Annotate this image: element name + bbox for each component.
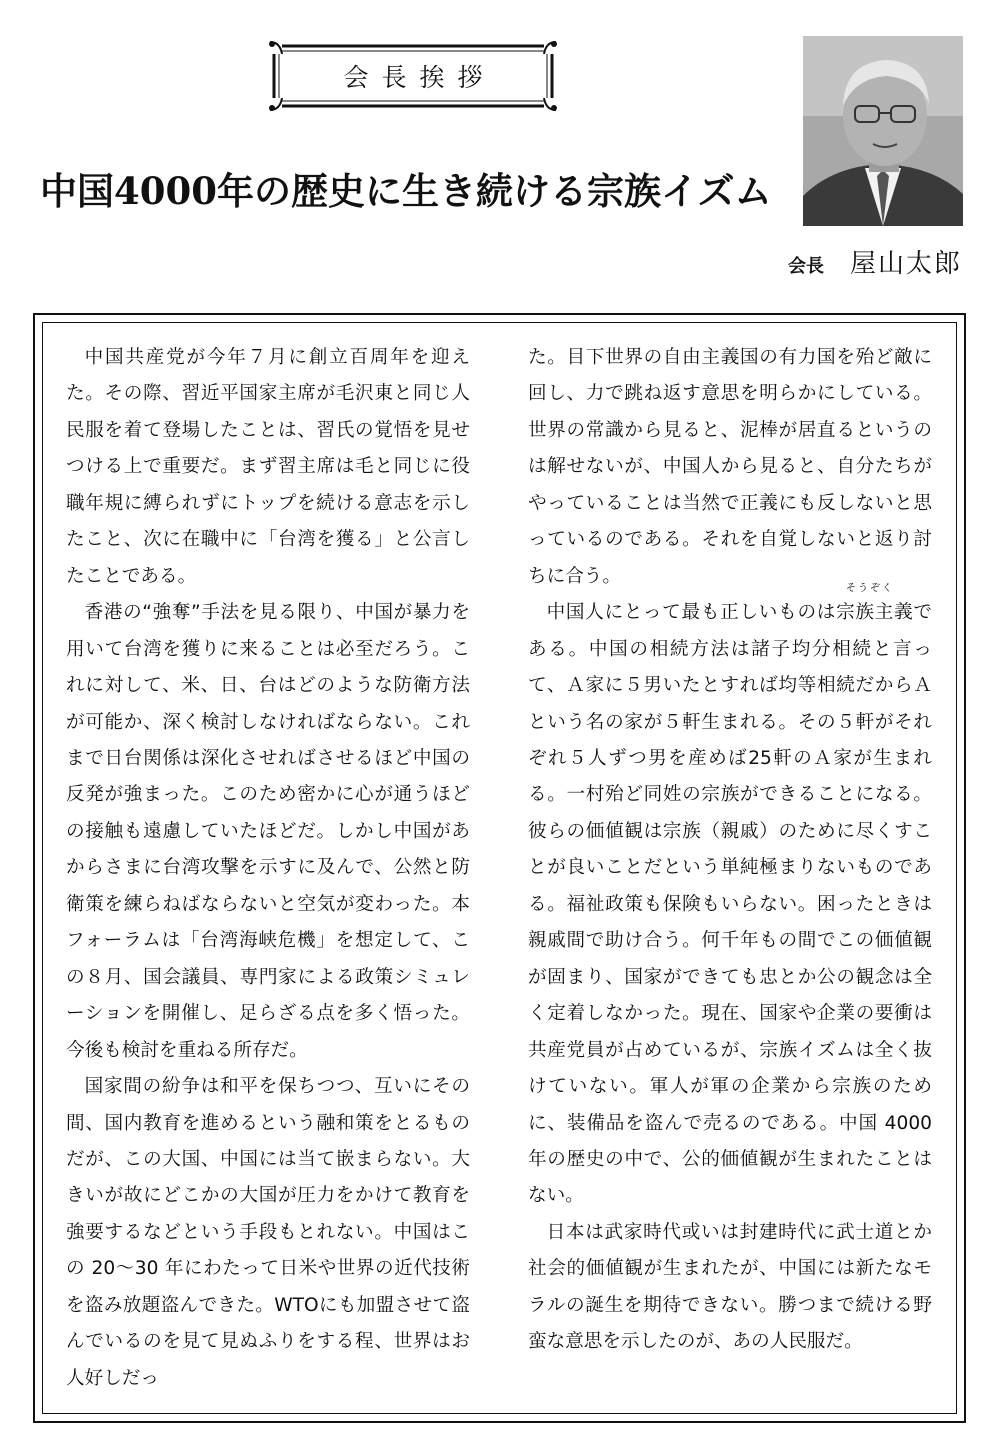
author-role: 会長 bbox=[787, 256, 824, 277]
ruby-annotation: そうぞく bbox=[846, 583, 894, 594]
paragraph: 香港の“強奪”手法を見る限り、中国が暴力を用いて台湾を獲りに来ることは必至だろう。これに対して、米、日、台はどのような防衛方法が可能か、深く検討しなければならない。これまで日台関係は深化させればさせるほど中国の反発が強まった。このため密かに心が通うほどの接触も遠慮していたほどだ。しかし中国があからさまに台湾攻撃を示すに及んで、公然と防衛策を練らねばならないと空気が変わった。本フォーラムは「台湾海峡危機」を想定して、この８月、国会議員、専門家による政策シミュレーションを開催し、足らざる点を多く悟った。今後も検討を重ねる所存だ。 bbox=[66, 602, 470, 1061]
article-column-right bbox=[528, 340, 932, 1361]
paragraph: 日本は武家時代或いは封建時代に武士道とか社会的価値観が生まれたが、中国には新たなモラルの誕生を期待できない。勝つまで続ける野蛮な意思を示したのが、あの人民服だ。 bbox=[528, 1221, 932, 1353]
paragraph: 中国共産党が今年７月に創立百周年を迎えた。その際、習近平国家主席が毛沢東と同じ人民服を着て登場したことは、習氏の覚悟を見せつける上で重要だ。まず習主席は毛と同じに役職年規に縛られずにトップを続ける意志を示したこと、次に在職中に「台湾を獲る」と公言したことである。 bbox=[66, 347, 470, 587]
paragraph: た。目下世界の自由主義国の有力国を殆ど敵に回し、力で跳ね返す意思を明らかにしている。世界の常識から見ると、泥棒が居直るというのは解せないが、中国人から見ると、自分たちがやっていることは当然で正義にも反しないと思っているのである。それを自覚しないと返り討ちに合う。 bbox=[528, 347, 932, 587]
portrait-image bbox=[803, 36, 963, 226]
paragraph: 中国人にとって最も正しいものは宗族主義である。中国の相続方法は諸子均分相続と言って、Ａ家に５男いたとすれば均等相続だからＡという名の家が５軒生まれる。その５軒がそれぞれ５人ずつ男を産めば25軒のＡ家が生まれる。一村殆ど同姓の宗族ができることになる。彼らの価値観は宗族（親戚）のために尽くすことが良いことだという単純極まりないものである。福祉政策も保険もいらない。困ったときは親戚間で助け合う。何千年もの間でこの価値観が固まり、国家ができても忠とか公の観念は全く定着しなかった。現在、国家や企業の要衝は共産党員が占めているが、宗族イズムは全く抜けていない。軍人が軍の企業から宗族のために、装備品を盗んで売るのである。中国 4000 年の歴史の中で、公的価値観が生まれたことはない。 bbox=[528, 602, 932, 1207]
author-name: 屋山太郎 bbox=[849, 249, 962, 279]
article-column-left bbox=[66, 340, 470, 1397]
byline bbox=[788, 243, 962, 280]
chairman-portrait-photo bbox=[803, 36, 963, 226]
section-label-frame bbox=[268, 40, 558, 112]
paragraph: 国家間の紛争は和平を保ちつつ、互いにその間、国内教育を進めるという融和策をとるものだが、この大国、中国には当て嵌まらない。大きいが故にどこかの大国が圧力をかけて教育を強要するなどという手段もとれない。中国はこの 20〜30 年にわたって日米や世界の近代技術を盗み放題盗んできた。WTOにも加盟させて盗んでいるのを見て見ぬふりをする程、世界はお人好しだっ bbox=[66, 1076, 470, 1389]
headline: 中国4000年の歴史に生き続ける宗族イズム bbox=[40, 169, 772, 213]
section-label: 会長挨拶 bbox=[343, 63, 496, 92]
